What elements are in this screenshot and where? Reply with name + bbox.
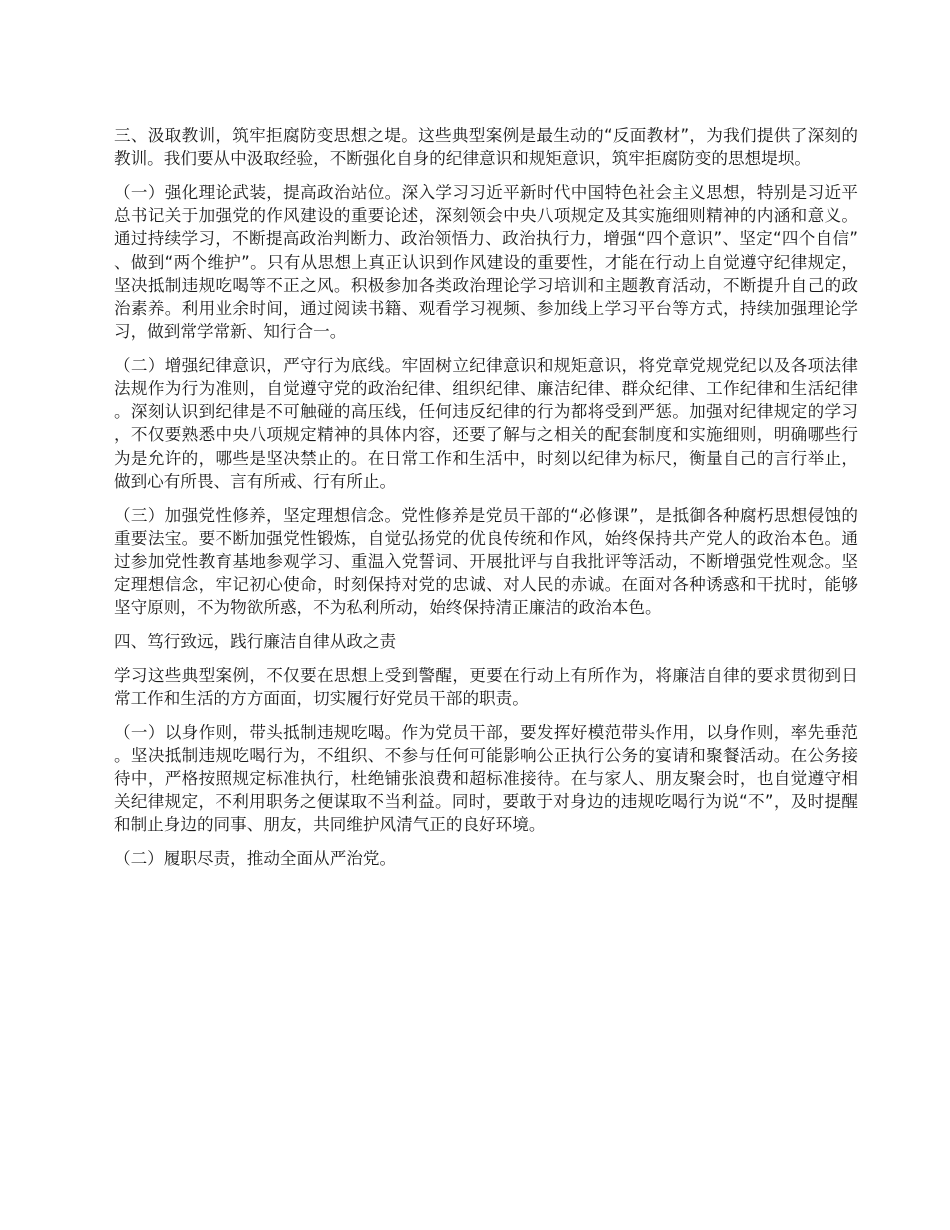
paragraph-4-2-heading: （二）履职尽责，推动全面从严治党。	[114, 849, 397, 869]
paragraph-section-3-intro: 三、汲取教训，筑牢拒腐防变思想之堤。这些典型案例是最生动的“反面教材”，为我们提供了深刻的教训。我们要从中汲取经验，不断强化自身的纪律意识和规矩意识，筑牢拒腐防变的思想堤坝。	[114, 126, 858, 169]
paragraph-4-1-lead-by-example: （一）以身作则，带头抵制违规吃喝。作为党员干部，要发挥好模范带头作用，以身作则，率先垂范。坚决抵制违规吃喝行为，不组织、不参与任何可能影响公正执行公务的宴请和聚餐活动。在公务接待中，严格按照规定标准执行，杜绝铺张浪费和超标准接待。在与家人、朋友聚会时，也自觉遵守相关纪律规定，不利用职务之便谋取不当利益。同时，要敢于对身边的违规吃喝行为说“不”，及时提醒和制止身边的同事、朋友，共同维护风清气正的良好环境。	[114, 722, 858, 835]
section-4-heading: 四、笃行致远，践行廉洁自律从政之责	[114, 632, 397, 652]
paragraph-3-2-discipline: （二）增强纪律意识，严守行为底线。牢固树立纪律意识和规矩意识，将党章党规党纪以及各项法律法规作为行为准则，自觉遵守党的政治纪律、组织纪律、廉洁纪律、群众纪律、工作纪律和生活纪律。深刻认识到纪律是不可触碰的高压线，任何违反纪律的行为都将受到严惩。加强对纪律规定的学习，不仅要熟悉中央八项规定精神的具体内容，还要了解与之相关的配套制度和实施细则，明确哪些行为是允许的，哪些是坚决禁止的。在日常工作和生活中，时刻以纪律为标尺，衡量自己的言行举止，做到心有所畏、言有所戒、行有所止。	[114, 355, 858, 491]
document-body	[114, 124, 858, 881]
paragraph-section-4-intro: 学习这些典型案例，不仅要在思想上受到警醒，更要在行动上有所作为，将廉洁自律的要求贯彻到日常工作和生活的方方面面，切实履行好党员干部的职责。	[114, 665, 858, 708]
paragraph-3-1-theory: （一）强化理论武装，提高政治站位。深入学习习近平新时代中国特色社会主义思想，特别是习近平总书记关于加强党的作风建设的重要论述，深刻领会中央八项规定及其实施细则精神的内涵和意义。通过持续学习，不断提高政治判断力、政治领悟力、政治执行力，增强“四个意识”、坚定“四个自信”、做到“两个维护”。只有从思想上真正认识到作风建设的重要性，才能在行动上自觉遵守纪律规定，坚决抵制违规吃喝等不正之风。积极参加各类政治理论学习培训和主题教育活动，不断提升自己的政治素养。利用业余时间，通过阅读书籍、观看学习视频、参加线上学习平台等方式，持续加强理论学习，做到常学常新、知行合一。	[114, 182, 858, 342]
paragraph-3-3-party-spirit: （三）加强党性修养，坚定理想信念。党性修养是党员干部的“必修课”，是抵御各种腐朽思想侵蚀的重要法宝。要不断加强党性锻炼，自觉弘扬党的优良传统和作风，始终保持共产党人的政治本色。通过参加党性教育基地参观学习、重温入党誓词、开展批评与自我批评等活动，不断增强党性观念。坚定理想信念，牢记初心使命，时刻保持对党的忠诚、对人民的赤诚。在面对各种诱惑和干扰时，能够坚守原则，不为物欲所惑，不为私利所动，始终保持清正廉洁的政治本色。	[114, 505, 858, 618]
